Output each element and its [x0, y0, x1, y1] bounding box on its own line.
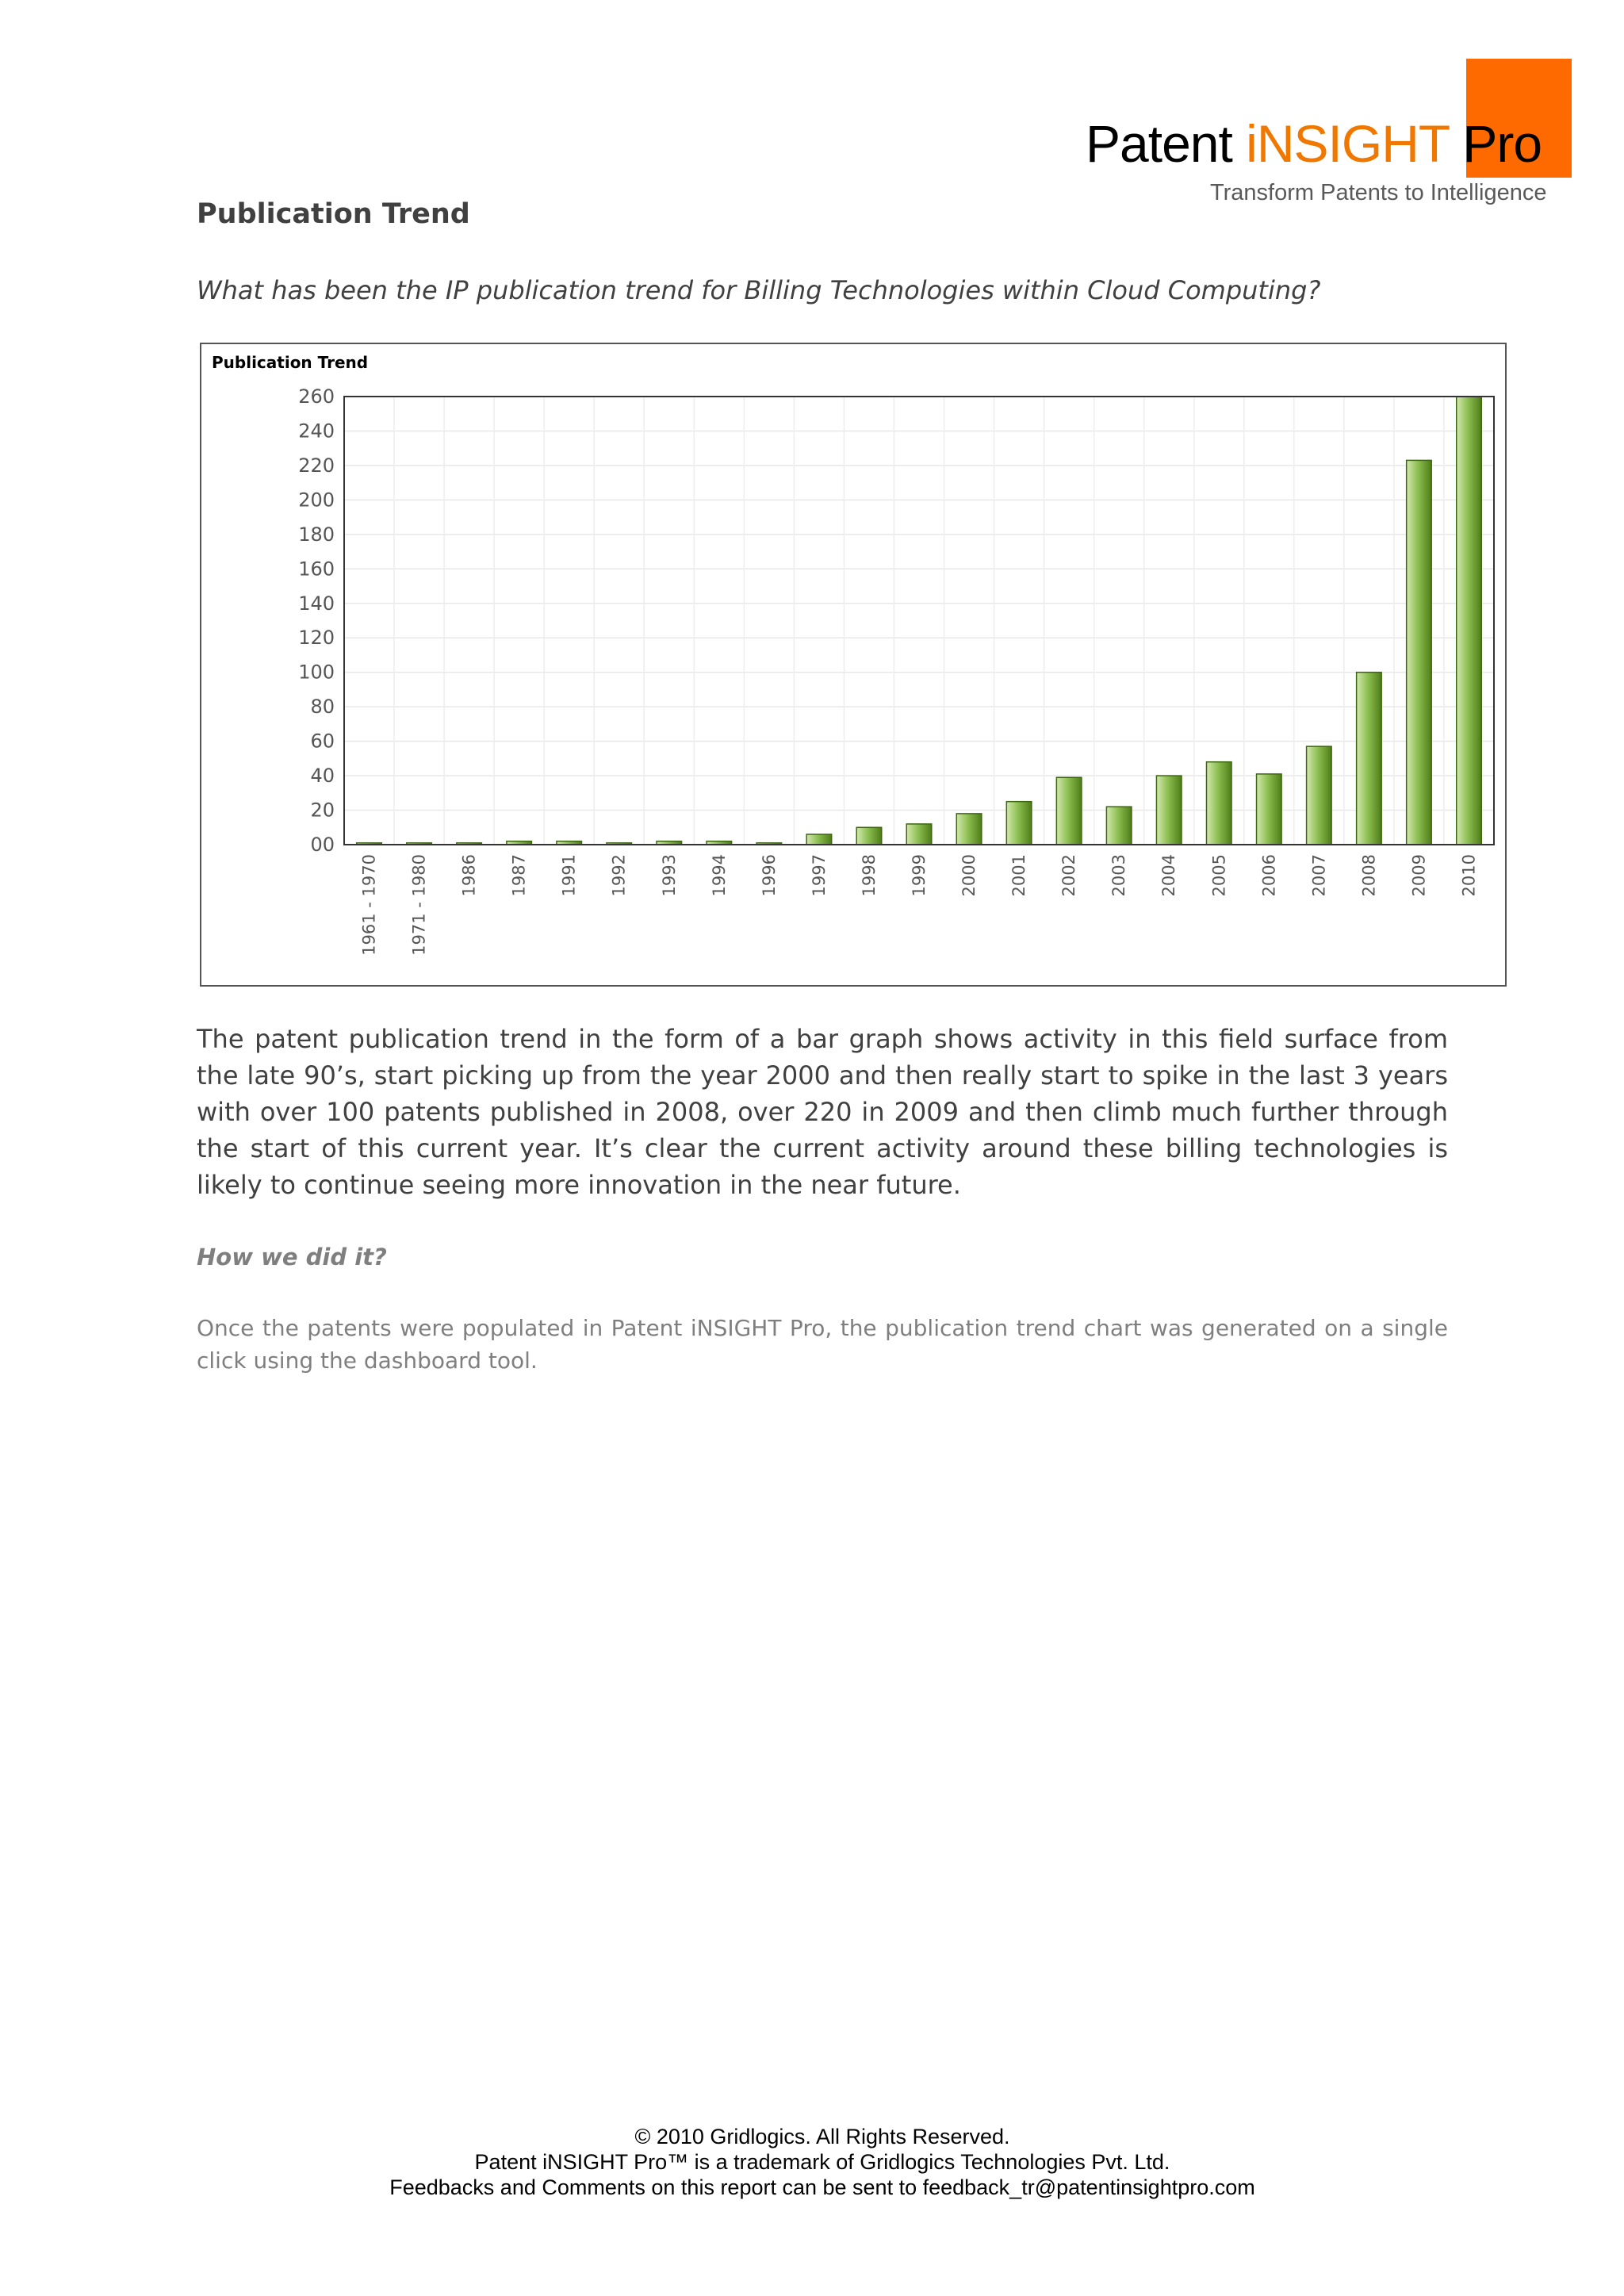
y-tick-label: 60 [310, 730, 335, 753]
bar [1257, 774, 1282, 845]
x-tick-label: 1971 - 1980 [409, 854, 429, 956]
x-tick-label: 1986 [459, 854, 479, 897]
x-tick-label: 1992 [609, 854, 629, 897]
logo-wordmark [1086, 114, 1542, 173]
x-tick-label: 2010 [1459, 854, 1479, 897]
bar [906, 824, 932, 845]
bar [956, 814, 982, 845]
bar [1106, 807, 1132, 845]
x-tick-label: 2000 [959, 854, 979, 897]
bar [1207, 762, 1232, 845]
bar [1407, 460, 1432, 845]
publication-trend-chart [200, 343, 1507, 987]
x-tick-label: 2001 [1009, 854, 1029, 897]
x-tick-label: 1999 [910, 854, 929, 897]
x-tick-label: 1998 [859, 854, 879, 897]
logo-word-insight: iNSIGHT [1246, 114, 1449, 173]
page-footer [0, 2124, 1624, 2200]
y-tick-label: 260 [298, 385, 335, 408]
x-tick-label: 2007 [1309, 854, 1329, 897]
x-tick-label: 2002 [1059, 854, 1079, 897]
y-tick-label: 220 [298, 454, 335, 477]
bar [1156, 776, 1182, 845]
logo-word-pro: Pro [1462, 114, 1542, 173]
chart-title: Publication Trend [212, 353, 369, 372]
x-tick-label: 2005 [1209, 854, 1229, 897]
bar [806, 834, 832, 845]
x-tick-label: 1994 [709, 854, 729, 897]
x-tick-label: 1961 - 1970 [359, 854, 379, 956]
logo-word-patent: Patent [1086, 114, 1232, 173]
y-tick-label: 40 [310, 765, 335, 788]
y-tick-label: 200 [298, 489, 335, 512]
bar [1357, 673, 1382, 845]
x-tick-label: 2003 [1109, 854, 1129, 897]
y-tick-label: 240 [298, 420, 335, 443]
x-axis-ticks [360, 854, 1479, 956]
y-tick-label: 160 [298, 558, 335, 581]
trend-analysis-paragraph: The patent publication trend in the form of a bar graph shows activity in this field surface from the late 90’s, start picking up from the year 2000 and then really start to spike in the last 3 years with over 100 patents published in 2008, over 220 in 2009 and then climb much further through the start of this current year. It’s clear the current activity around these billing technologies is likely to continue seeing more innovation in the near future. [197, 1024, 1448, 1200]
bar [1457, 397, 1482, 845]
y-tick-label: 140 [298, 592, 335, 615]
x-tick-label: 2009 [1409, 854, 1429, 897]
section-title: Publication Trend [197, 198, 470, 230]
y-tick-label: 00 [310, 834, 335, 856]
x-tick-label: 1987 [509, 854, 529, 897]
bar [856, 827, 882, 845]
x-tick-label: 2008 [1359, 854, 1379, 897]
chart-bars [357, 397, 1481, 845]
footer-trademark: Patent iNSIGHT Pro™ is a trademark of Gridlogics Technologies Pvt. Ltd. [474, 2150, 1170, 2174]
company-logo [1078, 59, 1576, 209]
x-tick-label: 2006 [1259, 854, 1279, 897]
y-tick-label: 100 [298, 661, 335, 684]
x-tick-label: 2004 [1159, 854, 1179, 897]
x-tick-label: 1993 [659, 854, 679, 897]
bar [1006, 802, 1032, 845]
y-tick-label: 120 [298, 627, 335, 650]
method-description: Once the patents were populated in Patent iNSIGHT Pro, the publication trend chart was generated on a single click using the dashboard tool. [197, 1315, 1448, 1374]
y-tick-label: 180 [298, 523, 335, 546]
bar [1056, 777, 1082, 845]
footer-copyright: © 2010 Gridlogics. All Rights Reserved. [634, 2125, 1010, 2148]
logo-tagline: Transform Patents to Intelligence [1210, 180, 1547, 205]
y-tick-label: 20 [310, 799, 335, 822]
x-tick-label: 1997 [809, 854, 829, 897]
chart-svg [201, 344, 1505, 985]
research-question: What has been the IP publication trend for Billing Technologies within Cloud Computing? [197, 275, 1321, 305]
bar [1307, 746, 1332, 845]
x-tick-label: 1991 [559, 854, 579, 897]
method-heading: How we did it? [197, 1244, 387, 1271]
y-axis-ticks [298, 385, 335, 856]
y-tick-label: 80 [310, 696, 335, 719]
x-tick-label: 1996 [759, 854, 779, 897]
footer-feedback: Feedbacks and Comments on this report can be sent to feedback_tr@patentinsightpro.com [389, 2175, 1255, 2199]
